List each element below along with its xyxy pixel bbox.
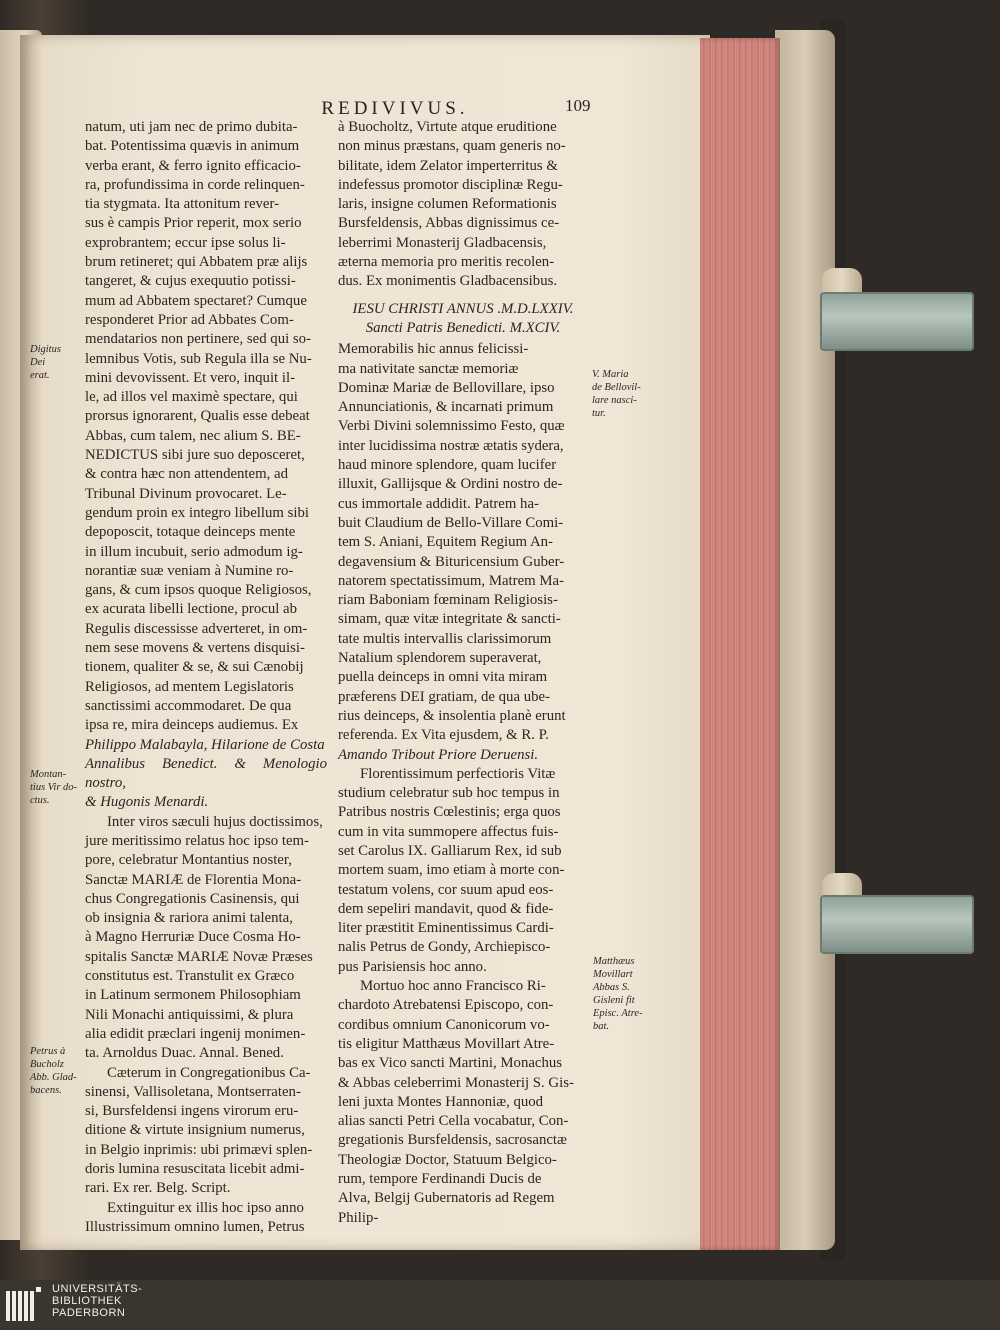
text-line: ipsa re, mira deinceps audiemus. Ex	[85, 717, 299, 734]
text-line: sus è campis Prior reperit, mox serio	[85, 215, 302, 232]
text-line: à Magno Herruriæ Duce Cosma Ho-	[85, 929, 301, 946]
footer-bar	[0, 1280, 1000, 1330]
text-line: Alva, Belgij Gubernatoris ad Regem	[338, 1190, 555, 1207]
text-line: prorsus ignorarent, Qualis esse debeat	[85, 408, 310, 425]
text-line: leberrimi Monasterij Gladbacensis,	[338, 234, 547, 251]
text-line: & contra hæc non attendentem, ad	[85, 466, 288, 483]
text-line: leni juxta Montes Hannoniæ, quod	[338, 1093, 544, 1110]
margin-note-line: Petrus à	[30, 1046, 66, 1057]
text-line: alias sancti Petri Cella vocabatur, Con-	[338, 1113, 569, 1130]
text-line: Regulis discessisse adverteret, in om-	[85, 620, 308, 637]
text-line: simam, quæ vitæ integritate & sancti-	[338, 611, 561, 628]
margin-note-digitus	[30, 343, 78, 382]
margin-note-line: Bucholz	[30, 1059, 64, 1070]
year-heading	[338, 300, 588, 339]
text-line: cus immortale addidit. Patrem ha-	[338, 495, 539, 512]
book-cover-edge	[775, 30, 835, 1250]
margin-note-line: Matthæus	[593, 956, 635, 967]
text-line: nem sese movens & vertens disquisi-	[85, 640, 305, 657]
margin-note-line: Abb. Glad-	[30, 1072, 77, 1083]
text-line: in illum incubuit, serio admodum ig-	[85, 543, 303, 560]
margin-note-line: bacens.	[30, 1085, 62, 1096]
text-line: Patribus nostris Cœlestinis; erga quos	[338, 804, 561, 821]
text-line: inter lucidissima nostræ ætatis sydera,	[338, 437, 564, 454]
text-line: Inter viros sæculi hujus doctissimos,	[107, 813, 323, 830]
text-line: constitutus est. Transtulit ex Græco	[85, 968, 295, 985]
text-line: præferens DEI gratiam, de qua ube-	[338, 688, 551, 705]
text-line: mendatarios non pertinere, sed qui so-	[85, 331, 311, 348]
text-line: chardoto Atrebatensi Episcopo, con-	[338, 997, 554, 1014]
text-line: in Belgio inprimis: ubi primævi splen-	[85, 1141, 313, 1158]
text-line: rius deinceps, & insolentia planè erunt	[338, 707, 566, 724]
text-line: testatum volens, cor suum apud eos-	[338, 881, 554, 898]
page-number: 109	[565, 96, 591, 115]
library-logo-line2: BIBLIOTHEK	[52, 1295, 122, 1307]
text-line: non minus præstans, quam generis no-	[338, 138, 566, 155]
year-heading-line2: Sancti Patris Benedicti. M.XCIV.	[365, 319, 561, 336]
text-line: Philippo Malabayla, Hilarione de Costa	[85, 736, 325, 753]
text-line: laris, insigne columen Reformationis	[338, 196, 557, 213]
text-line: bas ex Vico sancti Martini, Monachus	[338, 1055, 563, 1072]
text-line: mum ad Abbatem spectaret? Cumque	[85, 292, 307, 309]
text-line: Philip-	[338, 1209, 379, 1226]
text-line: tis eligitur Matthæus Movillart Atre-	[338, 1035, 555, 1052]
clasp-lower	[820, 895, 974, 954]
margin-note-petrus	[30, 1045, 78, 1097]
text-line: Memorabilis hic annus felicissi-	[338, 341, 529, 358]
margin-note-line: tur.	[592, 408, 606, 419]
text-line: tate multis intervallis clarissimorum	[338, 630, 552, 647]
text-line: Bursfeldensis, Abbas dignissimus ce-	[338, 215, 560, 232]
text-line: responderet Prior ad Abbates Com-	[85, 311, 294, 328]
text-line: Religiosos, ad mentem Legislatoris	[85, 678, 294, 695]
text-line: Sanctæ MARIÆ de Florentia Mona-	[85, 871, 302, 888]
margin-note-line: Digitus Dei	[30, 344, 61, 368]
text-line: sinensi, Vallisoletana, Montserraten-	[85, 1083, 301, 1100]
text-line: Abbas, cum talem, nec alium S. BE-	[85, 427, 301, 444]
margin-note-line: erat.	[30, 370, 50, 381]
text-line: puella deinceps in omni vita miram	[338, 669, 548, 686]
text-line: liter præstitit Eminentissimus Cardi-	[338, 920, 554, 937]
text-line: pore, celebratur Montantius noster,	[85, 852, 292, 869]
right-column-bottom-text	[338, 340, 588, 1228]
text-line: mortem suam, imo etiam à morte con-	[338, 862, 565, 879]
text-line: gendum proin ex integro libellum sibi	[85, 504, 309, 521]
text-line: & Hugonis Menardi.	[85, 794, 209, 811]
text-line: set Carolus IX. Galliarum Rex, id sub	[338, 842, 562, 859]
text-line: rum, tempore Ferdinandi Ducis de	[338, 1171, 542, 1188]
text-line: tia stygmata. Ita attonitum rever-	[85, 196, 280, 213]
text-line: Illustrissimum omnino lumen, Petrus	[85, 1218, 305, 1235]
text-line: ditione & virtute insignium numerus,	[85, 1122, 305, 1139]
year-heading-line1: IESU CHRISTI ANNUS .M.D.LXXIV.	[352, 300, 574, 317]
text-line: Mortuo hoc anno Francisco Ri-	[360, 978, 546, 995]
text-line: Annalibus Benedict. & Menologio nostro,	[85, 755, 327, 792]
left-text-column	[85, 118, 327, 1237]
margin-note-line: bat.	[593, 1021, 610, 1032]
text-line: Florentissimum perfectioris Vitæ	[360, 765, 556, 782]
text-line: à Buocholtz, Virtute atque eruditione	[338, 119, 557, 135]
text-line: gregationis Bursfeldensis, sacrosanctæ	[338, 1132, 567, 1149]
text-line: riam Baboniam fœminam Religiosis-	[338, 592, 558, 609]
text-line: Tribunal Divinum provocaret. Le-	[85, 485, 287, 502]
text-line: lemnibus Votis, sub Regula illa se Nu-	[85, 350, 312, 367]
text-line: mini devovissent. Et vero, inquit il-	[85, 369, 296, 386]
margin-note-matthaeus	[593, 955, 655, 1033]
text-line: alia edidit præclari ingenij monimen-	[85, 1025, 306, 1042]
clasp-upper	[820, 292, 974, 351]
margin-note-line: Abbas S.	[593, 982, 630, 993]
text-line: dem sepeliri mandavit, quod & fide-	[338, 900, 554, 917]
margin-note-line: Montan-	[30, 769, 67, 780]
text-line: Verbi Divini solemnissimo Festo, quæ	[338, 418, 565, 435]
text-line: illuxit, Gallijsque & Ordini nostro de-	[338, 476, 563, 493]
margin-note-line: V. Maria	[592, 369, 629, 380]
text-line: Extinguitur ex illis hoc ipso anno	[107, 1199, 304, 1216]
text-line: natum, uti jam nec de primo dubita-	[85, 119, 298, 135]
text-line: Annunciationis, & incarnati primum	[338, 399, 554, 416]
text-line: degavensium & Bituricensium Guber-	[338, 553, 565, 570]
text-line: gans, & cum ipsos quoque Religiosos,	[85, 582, 312, 599]
text-line: le, ad illos vel maximè spectare, qui	[85, 389, 298, 406]
margin-note-line: Episc. Atre-	[593, 1008, 643, 1019]
text-line: jure meritissimo relatus hoc ipso tem-	[85, 832, 309, 849]
text-line: chus Congregationis Casinensis, qui	[85, 890, 300, 907]
margin-note-line: lare nasci-	[592, 395, 637, 406]
text-line: tem S. Aniani, Equitem Regium An-	[338, 534, 553, 551]
text-line: dus. Ex monimentis Gladbacensibus.	[338, 273, 558, 290]
text-line: in Latinum sermonem Philosophiam	[85, 987, 301, 1004]
library-logo-icon	[6, 1287, 42, 1325]
margin-note-line: tius Vir do-	[30, 782, 78, 793]
text-line: Cæterum in Congregationibus Ca-	[107, 1064, 311, 1081]
text-line: ta. Arnoldus Duac. Annal. Bened.	[85, 1045, 284, 1062]
text-line: indefessus promotor disciplinæ Regu-	[338, 176, 563, 193]
text-line: ob insignia & rariora animi talenta,	[85, 910, 293, 927]
margin-note-line: ctus.	[30, 795, 50, 806]
text-line: cum in vita summopere affectus fuis-	[338, 823, 559, 840]
text-line: nalis Petrus de Gondy, Archiepisco-	[338, 939, 551, 956]
text-line: Dominæ Mariæ de Bellovillare, ipso	[338, 379, 555, 396]
library-logo-line3: PADERBORN	[52, 1307, 126, 1319]
text-line: tangeret, & cujus exequutio potissi-	[85, 273, 296, 290]
text-line: ra, profundissima in corde relinquen-	[85, 176, 305, 193]
text-line: referenda. Ex Vita ejusdem, & R. P.	[338, 727, 549, 744]
text-line: spitalis Sanctæ MARIÆ Novæ Præses	[85, 948, 313, 965]
text-line: sanctissimi accommodaret. De qua	[85, 697, 292, 714]
text-line: ex acurata libelli lectione, procul ab	[85, 601, 297, 618]
text-line: norantiæ suæ veniam à Numine ro-	[85, 562, 294, 579]
text-line: natorem spectatissimum, Matrem Ma-	[338, 572, 565, 589]
text-line: brum retineret; qui Abbatem præ alijs	[85, 254, 308, 271]
text-line: pus Parisiensis hoc anno.	[338, 958, 487, 975]
page-fore-edge	[700, 38, 780, 1250]
text-line: exprobrantem; eccur ipse solus li-	[85, 234, 286, 251]
text-line: ma nativitate sanctæ memoriæ	[338, 360, 519, 377]
running-title: REDIVIVUS.	[321, 98, 469, 119]
right-column-top-text	[338, 118, 588, 292]
text-line: buit Claudium de Bello-Villare Comi-	[338, 514, 564, 531]
text-line: Amando Tribout Priore Deruensi.	[338, 746, 539, 763]
text-line: Theologiæ Doctor, Statuum Belgico-	[338, 1151, 557, 1168]
margin-note-line: de Bellovil-	[592, 382, 641, 393]
margin-note-line: Gisleni fit	[593, 995, 635, 1006]
text-line: æterna memoria pro meritis recolen-	[338, 254, 555, 271]
text-line: Nili Monachi antiquissimi, & plura	[85, 1006, 294, 1023]
text-line: cordibus omnium Canonicorum vo-	[338, 1016, 550, 1033]
text-line: tionem, qualiter & se, & sui Cænobij	[85, 659, 304, 676]
text-line: Natalium splendorem superaverat,	[338, 650, 542, 667]
text-line: si, Bursfeldensi ingens virorum eru-	[85, 1103, 299, 1120]
text-line: rari. Ex rer. Belg. Script.	[85, 1180, 231, 1197]
text-line: & Abbas celeberrimi Monasterij S. Gis-	[338, 1074, 574, 1091]
right-text-column	[338, 118, 588, 1228]
text-line: bat. Potentissima quævis in animum	[85, 138, 300, 155]
text-line: NEDICTUS sibi jure suo deposceret,	[85, 447, 305, 464]
text-line: depoposcit, totaque deinceps mente	[85, 524, 296, 541]
text-line: verba erant, & ferro ignito efficacio-	[85, 157, 301, 174]
margin-note-line: Movillart	[593, 969, 633, 980]
text-line: bilitate, idem Zelator imperterritus &	[338, 157, 558, 174]
text-line: doris lumina resuscitata licebit admi-	[85, 1161, 305, 1178]
library-logo-line1: UNIVERSITÄTS-	[52, 1283, 143, 1295]
margin-note-montantius	[30, 768, 78, 807]
text-line: studium celebratur sub hoc tempus in	[338, 785, 560, 802]
margin-note-maria	[592, 368, 652, 420]
text-line: haud minore splendore, quam lucifer	[338, 457, 557, 474]
library-logo-text	[52, 1283, 142, 1319]
